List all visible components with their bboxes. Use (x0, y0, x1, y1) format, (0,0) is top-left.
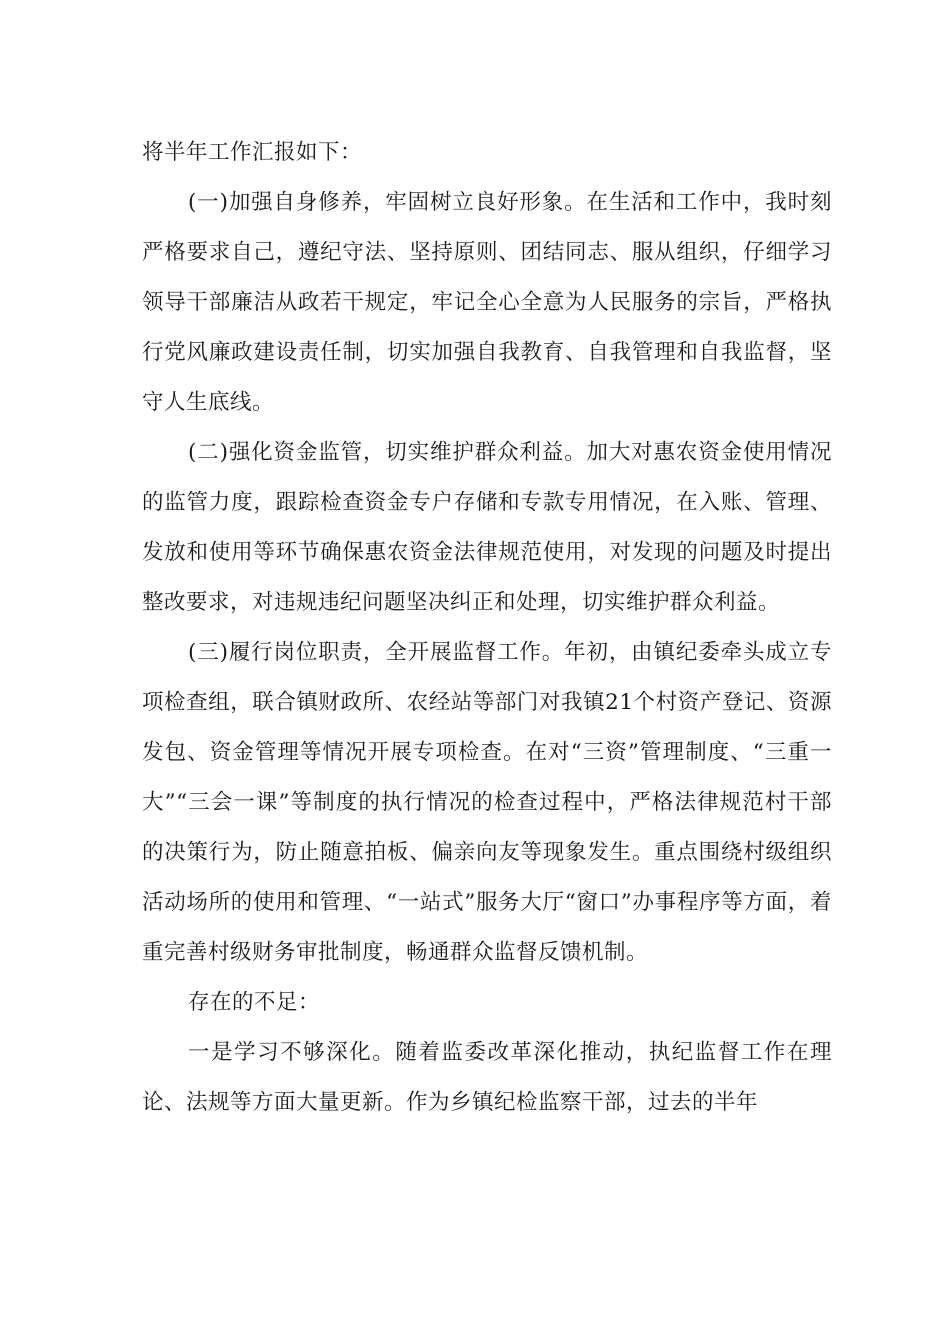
shortcoming-one-paragraph: 一是学习不够深化。随着监委改革深化推动，执纪监督工作在理论、法规等方面大量更新。作为乡镇纪检监察干部，过去的半年 (142, 1040, 832, 1115)
section-three-paragraph: (三)履行岗位职责，全开展监督工作。年初，由镇纪委牵头成立专项检查组，联合镇财政所、农经站等部门对我镇21个村资产登记、资源发包、资金管理等情况开展专项检查。在对“三资”管理制度、“三重一大”“三会一课”等制度的执行情况的检查过程中，严格法律规范村干部的决策行为，防止随意拍板、偏亲向友等现象发生。重点围绕村级组织活动场所的使用和管理、“一站式”服务大厅“窗口”办事程序等方面，着重完善村级财务审批制度，畅通群众监督反馈机制。 (142, 640, 832, 965)
intro-paragraph: 将半年工作汇报如下： (142, 140, 363, 165)
section-two-paragraph: (二)强化资金监管，切实维护群众利益。加大对惠农资金使用情况的监管力度，跟踪检查资金专户存储和专款专用情况，在入账、管理、发放和使用等环节确保惠农资金法律规范使用，对发现的问题及时提出整改要求，对违规违纪问题坚决纠正和处理，切实维护群众利益。 (142, 440, 832, 615)
section-one-paragraph: (一)加强自身修养，牢固树立良好形象。在生活和工作中，我时刻严格要求自己，遵纪守法、坚持原则、团结同志、服从组织，仔细学习领导干部廉洁从政若干规定，牢记全心全意为人民服务的宗旨，严格执行党风廉政建设责任制，切实加强自我教育、自我管理和自我监督，坚守人生底线。 (142, 190, 832, 415)
document-body (142, 128, 832, 1128)
shortcomings-heading: 存在的不足： (188, 990, 321, 1015)
